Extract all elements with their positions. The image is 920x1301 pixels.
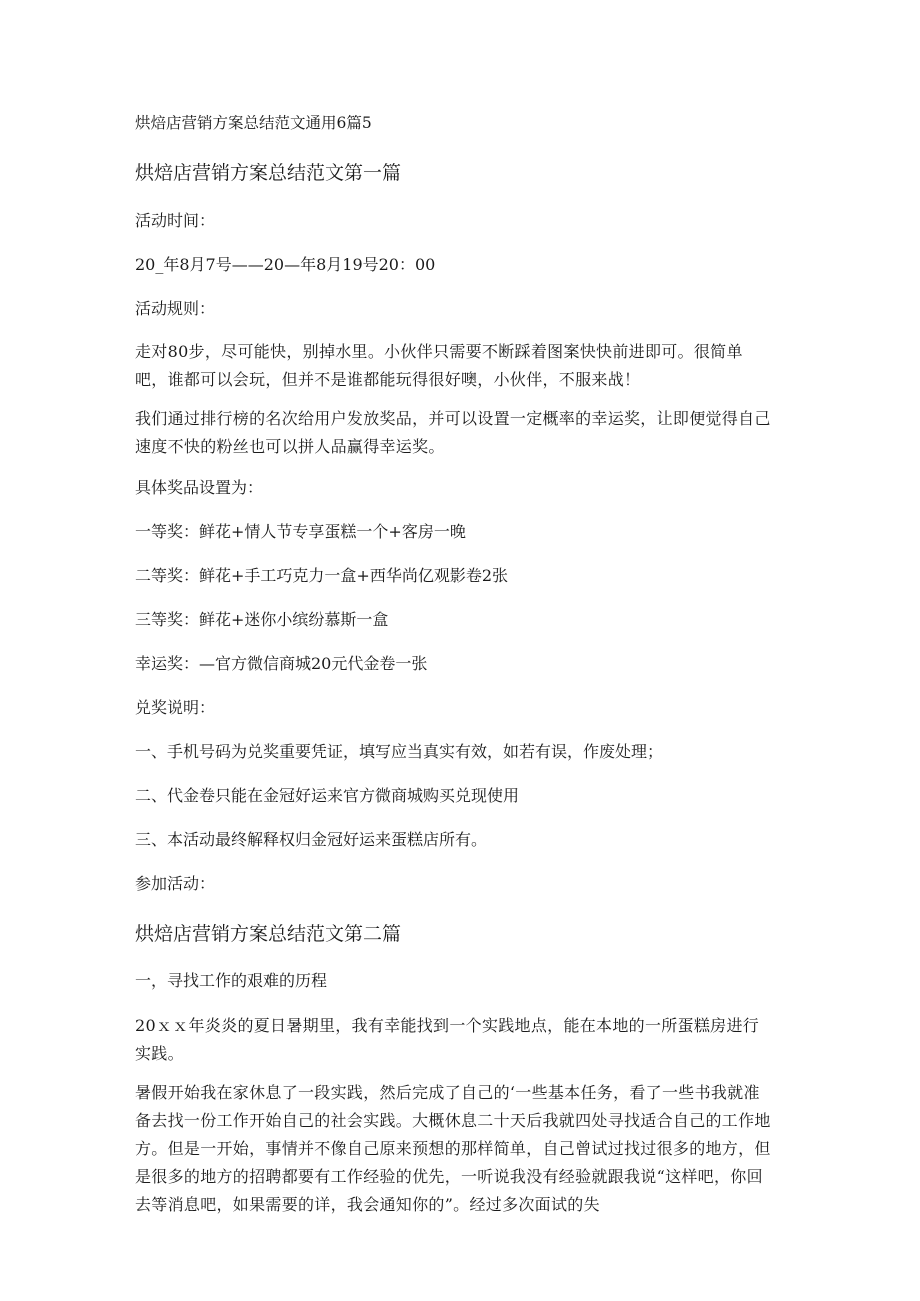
prize-lucky: 幸运奖：—官方微信商城20元代金卷一张 (135, 654, 428, 673)
activity-rules-label: 活动规则： (135, 299, 216, 318)
activity-rules-text: 走对80步，尽可能快，别掉水里。小伙伴只需要不断踩着图案快快前进即可。很简单吧，谁都可以会玩，但并不是谁都能玩得很好噢，小伙伴，不服来战！ (135, 342, 743, 389)
section-1-heading: 烘焙店营销方案总结范文第一篇 (135, 162, 402, 184)
prize-third: 三等奖：鲜花+迷你小缤纷慕斯一盒 (135, 610, 389, 629)
join-activity-label: 参加活动： (135, 874, 216, 893)
redeem-rule-1: 一、手机号码为兑奖重要凭证，填写应当真实有效，如若有误，作废处理； (135, 742, 664, 761)
section-2-subheading: 一，寻找工作的艰难的历程 (135, 971, 328, 990)
prize-second: 二等奖：鲜花+手工巧克力一盒+西华尚亿观影卷2张 (135, 566, 508, 585)
section-2-heading: 烘焙店营销方案总结范文第二篇 (135, 923, 402, 945)
section-2-paragraph-2: 暑假开始我在家休息了一段实践，然后完成了自己的‘一些基本任务，看了一些书我就准备去找一份工作开始自己的社会实践。大概休息二十天后我就四处寻找适合自己的工作地方。但是一开始，事情并不像自己原来预想的那样简单，自己曾试过找过很多的地方，但是很多的地方的招聘都要有工作经验的优先，一听说我没有经验就跟我说“这样吧，你回去等消息吧，如果需要的详，我会通知你的”。经过多次面试的失 (135, 1083, 771, 1214)
redeem-label: 兑奖说明： (135, 698, 216, 717)
ranking-text: 我们通过排行榜的名次给用户发放奖品，并可以设置一定概率的幸运奖，让即便觉得自己速度不快的粉丝也可以拼人品赢得幸运奖。 (135, 409, 771, 456)
activity-time-value: 20_年8月7号——20—年8月19号20：00 (135, 255, 436, 274)
prizes-label: 具体奖品设置为： (135, 478, 264, 497)
section-2-paragraph-1: 20ｘｘ年炎炎的夏日暑期里，我有幸能找到一个实践地点，能在本地的一所蛋糕房进行实践。 (135, 1016, 760, 1063)
redeem-rule-2: 二、代金卷只能在金冠好运来官方微商城购买兑现使用 (135, 786, 520, 805)
redeem-rule-3: 三、本活动最终解释权归金冠好运来蛋糕店所有。 (135, 830, 488, 849)
prize-first: 一等奖：鲜花+情人节专享蛋糕一个+客房一晚 (135, 522, 466, 541)
document-title: 烘焙店营销方案总结范文通用6篇5 (135, 114, 372, 132)
activity-time-label: 活动时间： (135, 211, 216, 230)
